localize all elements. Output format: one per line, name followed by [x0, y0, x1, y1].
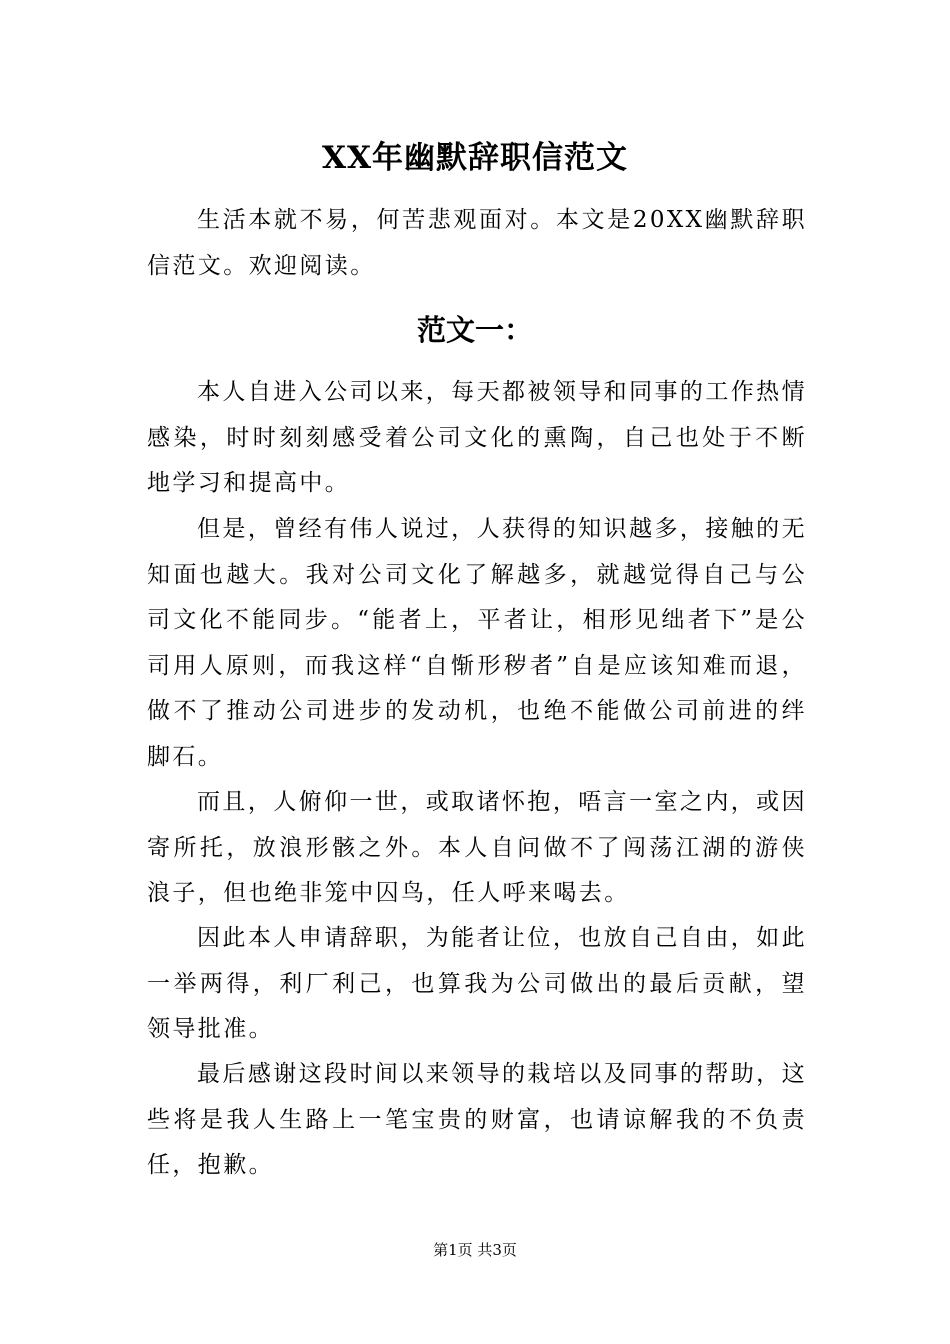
document-title: XX年幽默辞职信范文	[321, 140, 629, 176]
body-paragraph-1: 本人自进入公司以来，每天都被领导和同事的工作热情感染，时时刻刻感受着公司文化的熏陶，自己也处于不断地学习和提高中。	[147, 379, 807, 496]
body-paragraph-2: 但是，曾经有伟人说过，人获得的知识越多，接触的无知面也越大。我对公司文化了解越多，就越觉得自己与公司文化不能同步。“能者上，平者让，相形见绌者下”是公司用人原则，而我这样“自惭形秽者”自是应该知难而退，做不了推动公司进步的发动机，也绝不能做公司前进的绊脚石。	[147, 516, 807, 770]
section-heading: 范文一：	[416, 313, 533, 347]
body-paragraph-4: 因此本人申请辞职，为能者让位，也放自己自由，如此一举两得，利厂利己，也算我为公司做出的最后贡献，望领导批准。	[147, 925, 807, 1042]
page-number-footer: 第1页 共3页	[433, 1241, 517, 1259]
body-paragraph-5: 最后感谢这段时间以来领导的栽培以及同事的帮助，这些将是我人生路上一笔宝贵的财富，也请谅解我的不负责任，抱歉。	[147, 1061, 807, 1178]
body-paragraph-3: 而且，人俯仰一世，或取诸怀抱，唔言一室之内，或因寄所托，放浪形骸之外。本人自问做不了闯荡江湖的游侠浪子，但也绝非笼中囚鸟，任人呼来喝去。	[147, 789, 807, 906]
intro-paragraph: 生活本就不易，何苦悲观面对。本文是20XX幽默辞职信范文。欢迎阅读。	[147, 207, 807, 279]
